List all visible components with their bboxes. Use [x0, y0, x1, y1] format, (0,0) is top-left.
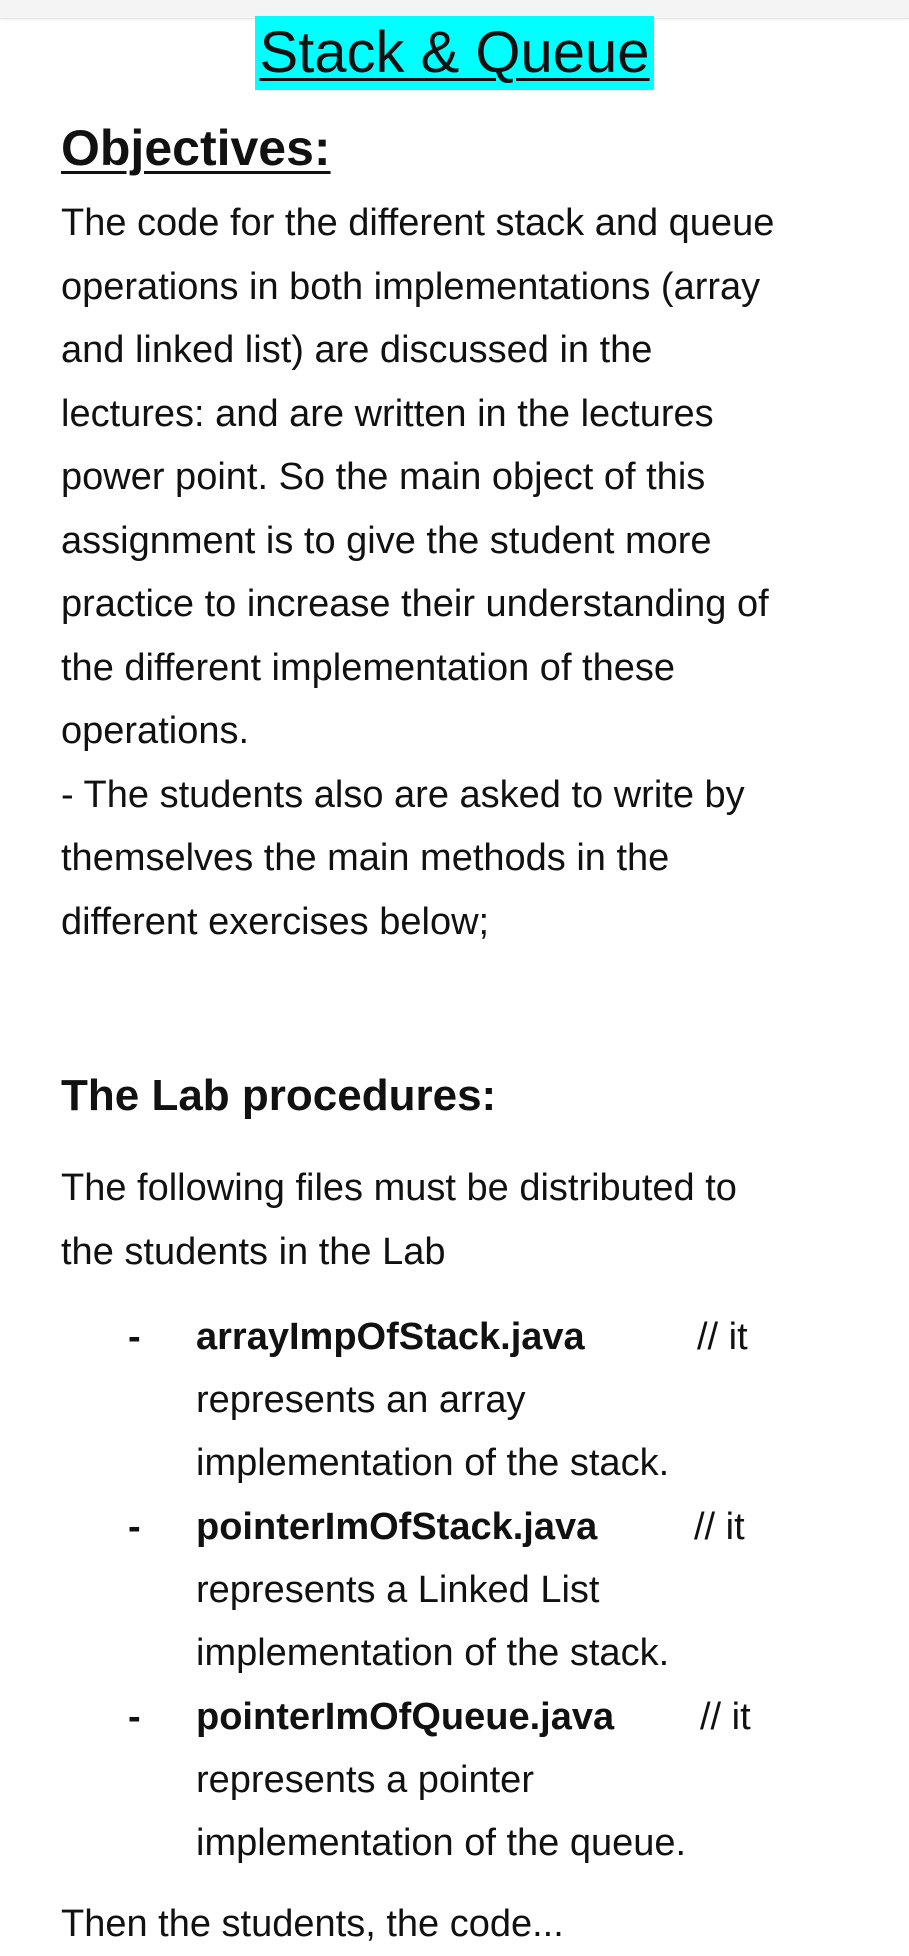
file-comment: // it	[694, 1506, 745, 1548]
list-item	[0, 1305, 909, 1495]
file-name: arrayImpOfStack.java	[196, 1316, 585, 1358]
objectives-line: the different implementation of these	[61, 646, 676, 689]
objectives-paragraph	[61, 192, 861, 954]
list-bullet: -	[128, 1316, 141, 1358]
file-description	[196, 1749, 686, 1875]
objectives-line: power point. So the main object of this	[61, 456, 706, 498]
objectives-line: operations.	[61, 710, 250, 752]
objectives-line: different exercises below;	[61, 900, 490, 943]
objectives-line: The code for the different stack and queue	[61, 202, 775, 244]
list-bullet: -	[128, 1696, 141, 1738]
file-comment: // it	[697, 1316, 748, 1358]
objectives-line: practice to increase their understanding of	[61, 583, 769, 625]
objectives-line: assignment is to give the student more	[61, 519, 712, 562]
file-description-line: implementation of the stack.	[196, 1632, 670, 1674]
file-description-line: represents an array	[196, 1379, 526, 1421]
title-wrapper	[0, 16, 909, 90]
file-description-line: implementation of the queue.	[196, 1822, 687, 1864]
document-title: Stack & Queue	[255, 16, 653, 90]
file-list	[0, 1305, 909, 1875]
list-item	[0, 1685, 909, 1875]
file-description	[196, 1559, 669, 1685]
list-bullet: -	[128, 1506, 141, 1548]
lab-intro-line: the students in the Lab	[61, 1231, 446, 1273]
file-description-line: represents a Linked List	[196, 1569, 600, 1611]
objectives-line: and linked list) are discussed in the	[61, 329, 653, 371]
file-name: pointerImOfStack.java	[196, 1506, 598, 1548]
objectives-heading: Objectives:	[61, 120, 331, 176]
objectives-line: lectures: and are written in the lectures	[61, 392, 714, 435]
objectives-line: - The students also are asked to write by	[61, 773, 745, 816]
file-description	[196, 1369, 669, 1495]
objectives-line: themselves the main methods in the	[61, 837, 670, 879]
lab-intro-line: The following files must be distributed to	[61, 1167, 737, 1209]
file-description-line: represents a pointer	[196, 1759, 534, 1801]
list-item	[0, 1495, 909, 1685]
file-description-line: implementation of the stack.	[196, 1442, 670, 1484]
objectives-line: operations in both implementations (array	[61, 265, 761, 308]
lab-procedures-heading: The Lab procedures:	[61, 1071, 497, 1120]
cut-off-text-line: Then the students, the code...	[61, 1903, 564, 1945]
file-name: pointerImOfQueue.java	[196, 1696, 615, 1738]
file-comment: // it	[700, 1696, 751, 1738]
lab-intro-paragraph	[61, 1156, 737, 1284]
